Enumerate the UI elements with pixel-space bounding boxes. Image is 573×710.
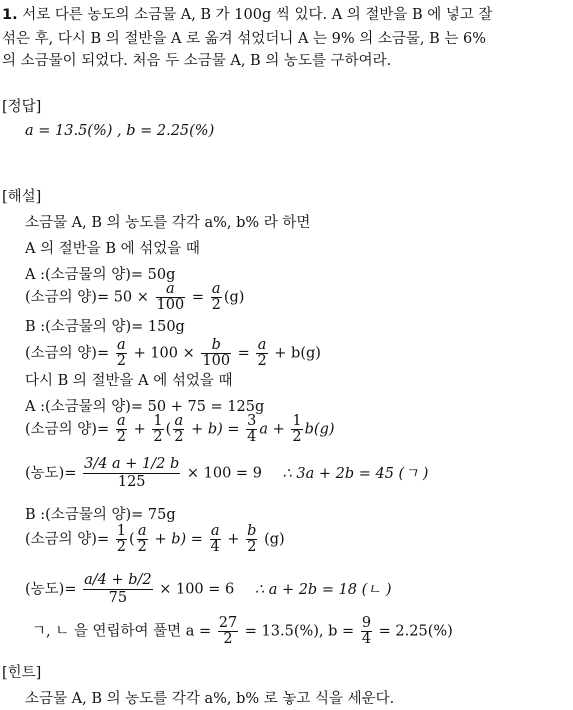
solution-line-6 bbox=[25, 338, 321, 369]
solution-line-14 bbox=[32, 616, 453, 647]
formula-text: × 100 = 9 bbox=[186, 465, 262, 482]
problem-line-1 bbox=[2, 6, 493, 24]
fraction: $\frac{b}{100}$ bbox=[202, 337, 231, 369]
solution-line-12 bbox=[25, 524, 285, 555]
fraction: $\frac{3}{4}$ bbox=[247, 413, 257, 445]
fraction: $\frac{b}{2}$ bbox=[247, 523, 257, 555]
formula-text: + 100 × bbox=[133, 345, 195, 362]
solution-line-3: A :(소금물의 양)= 50g bbox=[25, 267, 176, 283]
formula-text: (농도)= bbox=[25, 465, 77, 482]
formula-text: (소금의 양)= bbox=[25, 531, 110, 548]
solution-line-10 bbox=[25, 456, 428, 491]
solution-line-11: B :(소금물의 양)= 75g bbox=[25, 507, 176, 523]
formula-text: + bbox=[227, 531, 240, 548]
fraction: $\frac{a}{100}$ bbox=[156, 281, 185, 313]
solution-line-1: 소금물 A, B 의 농도를 각각 a%, b% 라 하면 bbox=[25, 215, 311, 231]
fraction: $\frac{a}{2}$ bbox=[116, 337, 126, 369]
formula-text: (소금의 양)= 50 × bbox=[25, 289, 149, 306]
fraction: $\frac{1}{2}$ bbox=[153, 413, 163, 445]
formula-text: (g) bbox=[264, 531, 285, 548]
solution-line-2: A 의 절반을 B 에 섞었을 때 bbox=[25, 241, 200, 257]
solution-line-7: 다시 B 의 절반을 A 에 섞었을 때 bbox=[25, 373, 233, 389]
formula-result: ∴ 3a + 2b = 45 (ㄱ ) bbox=[282, 465, 429, 482]
hint-header: [힌트] bbox=[2, 665, 42, 681]
solution-line-13 bbox=[25, 572, 392, 607]
fraction: $\frac{a}{2}$ bbox=[116, 413, 126, 445]
formula-text: + bbox=[133, 421, 146, 438]
fraction: $\frac{a}{4}$ bbox=[210, 523, 220, 555]
solution-line-4 bbox=[25, 282, 244, 313]
fraction: $\frac{9}{4}$ bbox=[361, 615, 372, 647]
fraction: $\frac{1}{2}$ bbox=[292, 413, 302, 445]
hint-text: 소금물 A, B 의 농도를 각각 a%, b% 로 놓고 식을 세운다. bbox=[25, 691, 395, 707]
fraction: $\frac{a}{2}$ bbox=[257, 337, 267, 369]
fraction: $\frac{27}{2}$ bbox=[218, 615, 238, 647]
formula-result: ∴ a + 2b = 18 (ㄴ ) bbox=[254, 581, 392, 598]
solution-line-5: B :(소금물의 양)= 150g bbox=[25, 319, 185, 335]
answer-header: [정답] bbox=[2, 99, 42, 115]
fraction: $\frac{3/4 a + 1/2 b}{125}$ bbox=[84, 456, 180, 490]
fraction: $\frac{a}{2}$ bbox=[137, 523, 147, 555]
fraction: $\frac{1}{2}$ bbox=[116, 523, 126, 555]
formula-text: ( bbox=[128, 531, 135, 548]
formula-text: = bbox=[191, 289, 204, 306]
problem-line-2: 섞은 후, 다시 B 의 절반을 A 로 옮겨 섞었더니 A 는 9% 의 소금물, B 는 6% bbox=[2, 31, 486, 47]
formula-text: ( bbox=[165, 421, 172, 438]
problem-text-1: 서로 다른 농도의 소금물 A, B 가 100g 씩 있다. A 의 절반을 B 에 넣고 잘 bbox=[22, 7, 493, 23]
formula-text: + b(g) bbox=[274, 345, 321, 362]
formula-text: + b) = bbox=[154, 531, 203, 548]
formula-text: × 100 = 6 bbox=[159, 581, 235, 598]
formula-text: (농도)= bbox=[25, 581, 77, 598]
formula-text: = bbox=[237, 345, 250, 362]
solution-line-8: A :(소금물의 양)= 50 + 75 = 125g bbox=[25, 399, 265, 415]
problem-number: 1. bbox=[2, 7, 18, 23]
solution-header: [해설] bbox=[2, 189, 42, 205]
formula-text: (소금의 양)= bbox=[25, 421, 110, 438]
formula-text: ㄱ, ㄴ 을 연립하여 풀면 a = bbox=[32, 623, 212, 640]
formula-text: b(g) bbox=[304, 421, 335, 438]
answer-text: a = 13.5(%) , b = 2.25(%) bbox=[25, 123, 215, 139]
formula-text: (g) bbox=[223, 289, 245, 306]
formula-text: a + bbox=[259, 421, 285, 438]
formula-text: (소금의 양)= bbox=[25, 345, 110, 362]
formula-text: + b) = bbox=[191, 421, 240, 438]
problem-line-3: 의 소금물이 되었다. 처음 두 소금물 A, B 의 농도를 구하여라. bbox=[2, 53, 392, 69]
formula-text: = 2.25(%) bbox=[378, 623, 453, 640]
fraction: $\frac{a}{2}$ bbox=[174, 413, 184, 445]
formula-text: = 13.5(%), b = bbox=[244, 623, 355, 640]
fraction: $\frac{a}{2}$ bbox=[211, 281, 221, 313]
fraction: $\frac{a/4 + b/2}{75}$ bbox=[84, 572, 152, 606]
solution-line-9 bbox=[25, 414, 335, 445]
